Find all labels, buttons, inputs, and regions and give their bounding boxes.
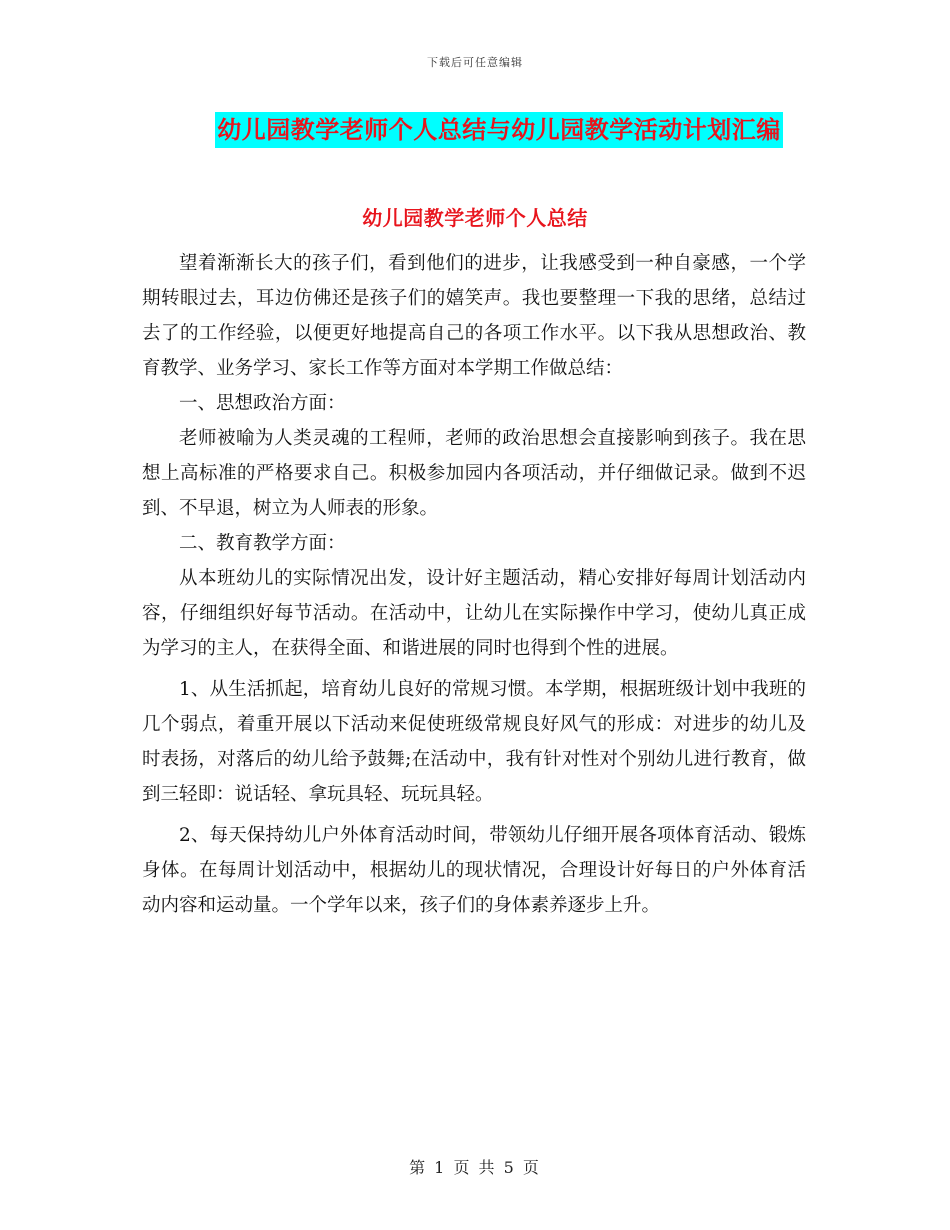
page-number: 第 1 页 共 5 页 <box>409 1158 541 1177</box>
paragraph-intro: 望着渐渐长大的孩子们，看到他们的进步，让我感受到一种自豪感，一个学期转眼过去，耳边仿佛还是孩子们的嬉笑声。我也要整理一下我的思绪，总结过去了的工作经验，以便更好地提高自己的各项工作水平。以下我从思想政治、教育教学、业务学习、家长工作等方面对本学期工作做总结： <box>142 253 806 379</box>
page-header-note: 下载后可任意编辑 <box>427 56 523 69</box>
paragraph-item-1: 1、从生活抓起，培育幼儿良好的常规习惯。本学期，根据班级计划中我班的几个弱点，着重开展以下活动来促使班级常规良好风气的形成：对进步的幼儿及时表扬，对落后的幼儿给予鼓舞;在活动中，我有针对性对个别幼儿进行教育，做到三轻即：说话轻、拿玩具轻、玩玩具轻。 <box>142 679 806 805</box>
document-body <box>142 246 806 923</box>
heading-ideology: 一、思想政治方面： <box>179 393 346 414</box>
document-title: 幼儿园教学老师个人总结与幼儿园教学活动计划汇编 <box>215 112 783 148</box>
paragraph-item-2: 2、每天保持幼儿户外体育活动时间，带领幼儿仔细开展各项体育活动、锻炼身体。在每周计划活动中，根据幼儿的现状情况，合理设计好每日的户外体育活动内容和运动量。一个学年以来，孩子们的身体素养逐步上升。 <box>142 825 806 916</box>
paragraph-education: 从本班幼儿的实际情况出发，设计好主题活动，精心安排好每周计划活动内容，仔细组织好每节活动。在活动中，让幼儿在实际操作中学习，使幼儿真正成为学习的主人，在获得全面、和谐进展的同时也得到个性的进展。 <box>142 568 806 659</box>
section-title: 幼儿园教学老师个人总结 <box>362 206 588 230</box>
heading-education: 二、教育教学方面： <box>179 533 346 554</box>
document-title-container <box>0 112 950 148</box>
paragraph-ideology: 老师被喻为人类灵魂的工程师，老师的政治思想会直接影响到孩子。我在思想上高标准的严格要求自己。积极参加园内各项活动，并仔细做记录。做到不迟到、不早退，树立为人师表的形象。 <box>142 428 806 519</box>
